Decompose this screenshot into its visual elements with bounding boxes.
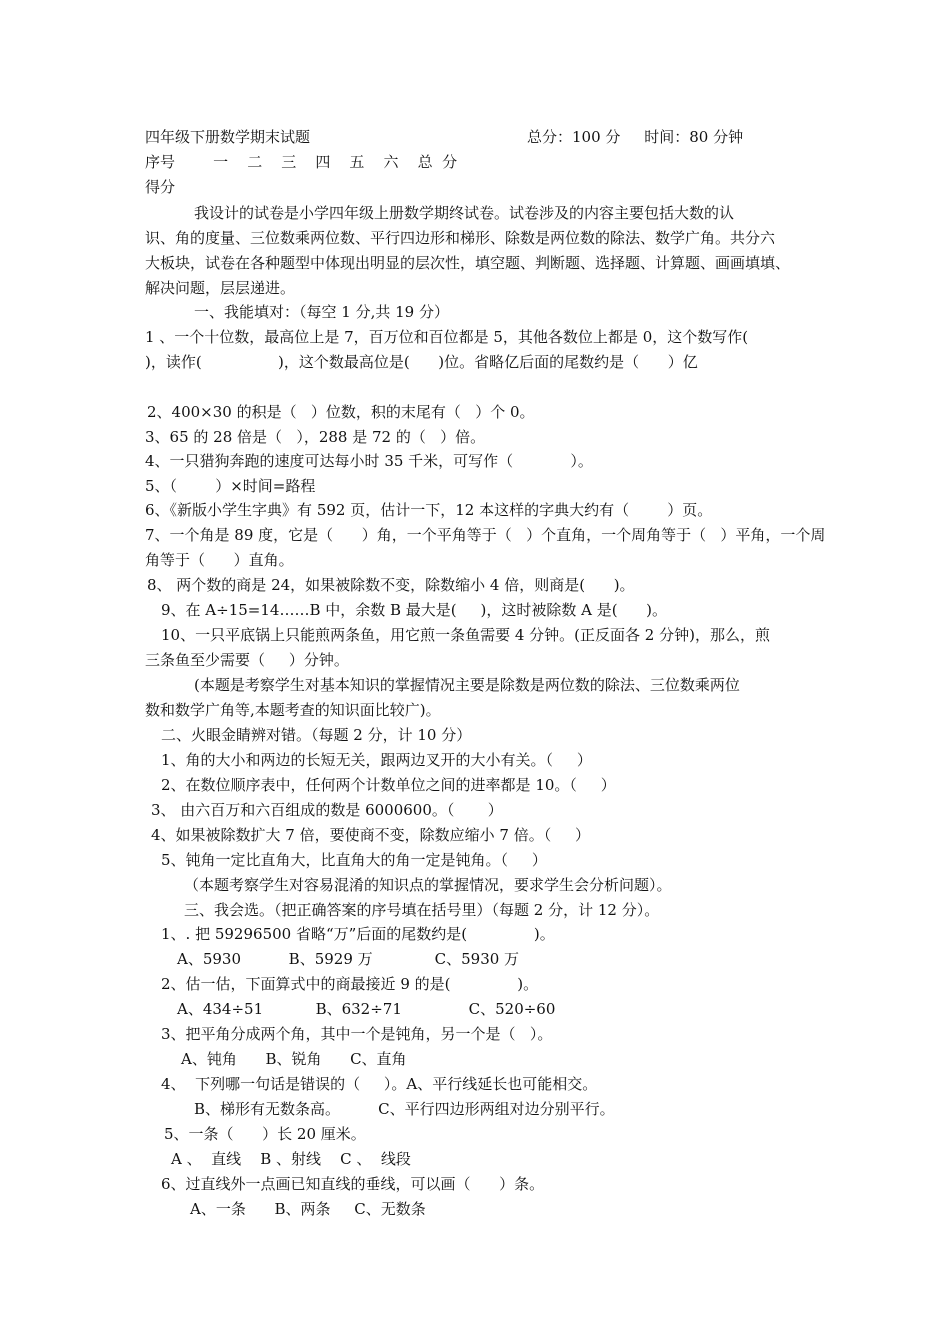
question-text: 三条鱼至少需要（ ）分钟。 bbox=[145, 651, 349, 669]
answer-options: B、梯形有无数条高。 C、平行四边形两组对边分别平行。 bbox=[194, 1100, 615, 1118]
question-text: 6、过直线外一点画已知直线的垂线，可以画（ ）条。 bbox=[161, 1175, 545, 1193]
question-text: 1、角的大小和两边的长短无关，跟两边叉开的大小有关。（ ） bbox=[161, 751, 592, 769]
question-text: 10、一只平底锅上只能煎两条鱼，用它煎一条鱼需要 4 分钟。(正反面各 2 分钟)，那么，煎 bbox=[161, 626, 770, 644]
question-text: 4、 下列哪一句话是错误的（ ）。A、平行线延长也可能相交。 bbox=[161, 1075, 598, 1093]
intro-line: 我设计的试卷是小学四年级上册数学期终试卷。试卷涉及的内容主要包括大数的认 bbox=[194, 204, 735, 222]
question-text: 6、《新版小学生字典》有 592 页，估计一下，12 本这样的字典大约有（ ）页。 bbox=[145, 501, 713, 519]
question-text: 5、钝角一定比直角大，比直角大的角一定是钝角。（ ） bbox=[161, 851, 547, 869]
question-text: 9、在 A÷15=14……B 中，余数 B 最大是( )，这时被除数 A 是( )。 bbox=[161, 601, 668, 619]
question-text: 4、一只猎狗奔跑的速度可达每小时 35 千米，可写作（ ）。 bbox=[145, 452, 593, 470]
question-text: 1 、一个十位数，最高位上是 7，百万位和百位都是 5，其他各数位上都是 0，这个数写作( bbox=[145, 328, 749, 346]
question-text: 2、估一估，下面算式中的商最接近 9 的是( )。 bbox=[161, 975, 539, 993]
answer-options: A 、 直线 B 、射线 C 、 线段 bbox=[171, 1150, 411, 1168]
question-text: 3、把平角分成两个角，其中一个是钝角，另一个是（ ）。 bbox=[161, 1025, 553, 1043]
section-heading: 三、我会选。（把正确答案的序号填在括号里）（每题 2 分，计 12 分）。 bbox=[184, 901, 660, 919]
intro-line: 大板块，试卷在各种题型中体现出明显的层次性，填空题、判断题、选择题、计算题、画画填填、 bbox=[145, 254, 791, 272]
section-note: (本题是考察学生对基本知识的掌握情况主要是除数是两位数的除法、三位数乘两位 bbox=[194, 676, 740, 694]
section-heading: 一、我能填对：（每空 1 分,共 19 分） bbox=[194, 303, 449, 321]
question-text: 7、一个角是 89 度，它是（ ）角，一个平角等于（ ）个直角，一个周角等于（ ）平角，一个周 bbox=[145, 526, 826, 544]
exam-title: 四年级下册数学期末试题 bbox=[145, 128, 311, 146]
question-text: )，读作( )，这个数最高位是( )位。省略亿后面的尾数约是（ ）亿 bbox=[145, 353, 698, 371]
answer-options: A、434÷51 B、632÷71 C、520÷60 bbox=[177, 1000, 556, 1018]
score-table-header: 序号 一 二 三 四 五 六 总 分 bbox=[145, 153, 458, 171]
section-note: 数和数学广角等,本题考查的知识面比较广)。 bbox=[145, 701, 441, 719]
question-text: 3、 由六百万和六百组成的数是 6000600。（ ） bbox=[151, 801, 503, 819]
score-time-info: 总分：100 分 时间：80 分钟 bbox=[527, 128, 744, 146]
question-text: 2、在数位顺序表中，任何两个计数单位之间的进率都是 10。（ ） bbox=[161, 776, 616, 794]
question-text: 3、65 的 28 倍是（ ），288 是 72 的（ ）倍。 bbox=[145, 428, 486, 446]
question-text: 2、400×30 的积是（ ）位数，积的末尾有（ ）个 0。 bbox=[147, 403, 535, 421]
intro-line: 识、角的度量、三位数乘两位数、平行四边形和梯形、除数是两位数的除法、数学广角。共分六 bbox=[145, 229, 776, 247]
intro-line: 解决问题，层层递进。 bbox=[145, 279, 296, 297]
question-text: 4、如果被除数扩大 7 倍，要使商不变，除数应缩小 7 倍。（ ） bbox=[151, 826, 591, 844]
question-text: 8、 两个数的商是 24，如果被除数不变，除数缩小 4 倍，则商是( )。 bbox=[147, 576, 635, 594]
section-heading: 二、火眼金睛辨对错。（每题 2 分，计 10 分） bbox=[161, 726, 472, 744]
answer-options: A、一条 B、两条 C、无数条 bbox=[190, 1200, 426, 1218]
question-text: 5、一条（ ）长 20 厘米。 bbox=[164, 1125, 366, 1143]
question-text: 5、（ ）×时间=路程 bbox=[145, 477, 316, 495]
section-note: （本题考察学生对容易混淆的知识点的掌握情况，要求学生会分析问题）。 bbox=[184, 876, 672, 894]
question-text: 角等于（ ）直角。 bbox=[145, 551, 294, 569]
answer-options: A、钝角 B、锐角 C、直角 bbox=[181, 1050, 407, 1068]
answer-options: A、5930 B、5929 万 C、5930 万 bbox=[177, 950, 520, 968]
score-row-label: 得分 bbox=[145, 178, 176, 196]
question-text: 1、. 把 59296500 省略“万”后面的尾数约是( )。 bbox=[161, 925, 555, 943]
